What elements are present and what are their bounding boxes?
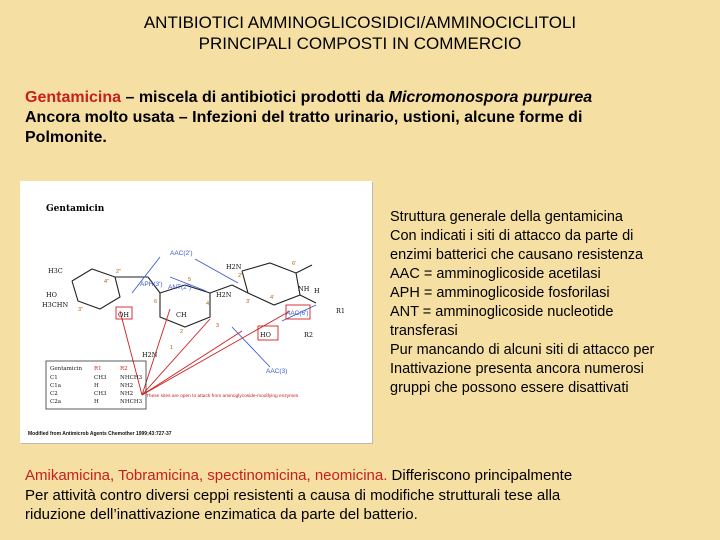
enzyme-label-aph3: APH(3') xyxy=(140,281,163,288)
table-cell: H xyxy=(94,399,99,405)
intro-separator: – miscela di antibiotici prodotti da xyxy=(121,89,389,106)
organism-name: Micromonospora purpurea xyxy=(388,89,593,106)
enzyme-label-aac3: AAC(3) xyxy=(266,368,288,375)
ring-number: 3' xyxy=(246,299,251,305)
group-label: H xyxy=(314,287,320,295)
title-line-2: PRINCIPALI COMPOSTI IN COMMERCIO xyxy=(198,34,522,53)
page-title xyxy=(0,12,720,54)
table-cell: H xyxy=(94,383,99,389)
ring-number: 6' xyxy=(292,261,297,267)
enzyme-labels xyxy=(140,250,309,375)
drug-name-gentamicina: Gentamicina xyxy=(25,89,122,106)
enzyme-label-aac6: AAC(6') xyxy=(286,310,309,317)
ring-number: 1 xyxy=(170,345,174,351)
ring-number: 2' xyxy=(238,273,243,279)
structure-diagram xyxy=(20,181,372,443)
side-line: gruppi che possono essere disattivati xyxy=(390,380,629,396)
side-line: transferasi xyxy=(390,323,458,339)
table-cell: CH3 xyxy=(94,391,107,397)
bottom-line-1-rest: Differiscono principalmente xyxy=(387,467,573,484)
figure-note: These sites are open to attack from aminoglycoside-modifying enzymes xyxy=(146,394,299,399)
table-cell: NHCH3 xyxy=(120,375,143,381)
group-label: H3CHN xyxy=(42,301,69,309)
group-label: H2N xyxy=(226,263,242,271)
group-label: R1 xyxy=(336,307,346,315)
table-cell: NH2 xyxy=(120,391,134,397)
attack-arrows xyxy=(116,305,310,395)
ring-number: 5 xyxy=(188,277,192,283)
table-row xyxy=(50,399,143,405)
side-description xyxy=(390,208,715,398)
side-line: Struttura generale della gentamicina xyxy=(390,209,623,225)
table-header: R2 xyxy=(120,366,128,372)
bottom-line-2: Per attività contro diversi ceppi resistenti a causa di modifiche strutturali tese alla xyxy=(25,486,561,504)
side-line: ANT = amminoglicoside nucleotide xyxy=(390,304,614,320)
intro-line-2: Ancora molto usata – Infezioni del tratto urinario, ustioni, alcune forme di xyxy=(25,109,583,126)
intro-paragraph xyxy=(25,88,705,148)
other-drugs-list: Amikamicina, Tobramicina, spectinomicina, neomicina. xyxy=(25,467,388,484)
group-label: OH xyxy=(118,311,129,319)
side-line: Pur mancando di alcuni siti di attacco per xyxy=(390,342,655,358)
table-row xyxy=(50,391,133,397)
table-cell: C2 xyxy=(50,391,58,397)
group-label: HO xyxy=(260,331,271,339)
intro-line-3: Polmonite. xyxy=(25,129,107,146)
ring-number: 4' xyxy=(270,295,275,301)
bottom-paragraph xyxy=(25,466,715,525)
table-cell: NH2 xyxy=(120,383,134,389)
ring-number: 3" xyxy=(78,307,84,313)
table-cell: C2a xyxy=(50,399,61,405)
enzyme-label-aac2: AAC(2') xyxy=(170,250,193,257)
table-header: R1 xyxy=(94,366,102,372)
group-label: H2N xyxy=(216,291,232,299)
table-cell: C1 xyxy=(50,375,58,381)
bottom-line-3: riduzione dell’inattivazione enzimatica da parte del batterio. xyxy=(25,506,418,523)
side-line: Con indicati i siti di attacco da parte di xyxy=(390,228,634,244)
table-header: Gentamicin xyxy=(50,366,83,372)
figure-source: Modified from Antimicrob Agents Chemother 1999;43:727-37 xyxy=(28,431,172,437)
ring-number: 4" xyxy=(104,279,110,285)
group-label: HO xyxy=(46,291,57,299)
table-row xyxy=(50,383,133,389)
group-label: H3C xyxy=(48,267,63,275)
table-cell: C1a xyxy=(50,383,61,389)
title-line-1: ANTIBIOTICI AMMINOGLICOSIDICI/AMMINOCICLITOLI xyxy=(143,13,577,32)
ring-number: 3 xyxy=(216,323,220,329)
ring-number: 6 xyxy=(154,299,158,305)
group-label: R2 xyxy=(304,331,314,339)
table-cell: NHCH3 xyxy=(120,399,143,405)
side-line: AAC = amminoglicoside acetilasi xyxy=(390,266,601,282)
ring-number: 4 xyxy=(206,301,210,307)
side-line: APH = amminoglicoside fosforilasi xyxy=(390,285,610,301)
table-row xyxy=(50,375,143,381)
group-label: H2N xyxy=(142,351,158,359)
bottom-line-1 xyxy=(25,466,715,486)
ring-number: 2 xyxy=(180,329,184,335)
intro-line-1 xyxy=(25,88,705,108)
group-label: CH xyxy=(176,311,187,319)
ring-left xyxy=(72,269,148,309)
table-cell: CH3 xyxy=(94,375,107,381)
r-group-table xyxy=(46,361,146,409)
gentamicin-structure-figure xyxy=(20,181,372,443)
enzyme-label-ant2: ANT(2") xyxy=(168,284,192,291)
side-line: Inattivazione presenta ancora numerosi xyxy=(390,361,644,377)
figure-title: Gentamicin xyxy=(46,204,105,214)
side-line: enzimi batterici che causano resistenza xyxy=(390,247,644,263)
ring-number: 2" xyxy=(116,269,122,275)
group-label: NH xyxy=(298,285,310,293)
